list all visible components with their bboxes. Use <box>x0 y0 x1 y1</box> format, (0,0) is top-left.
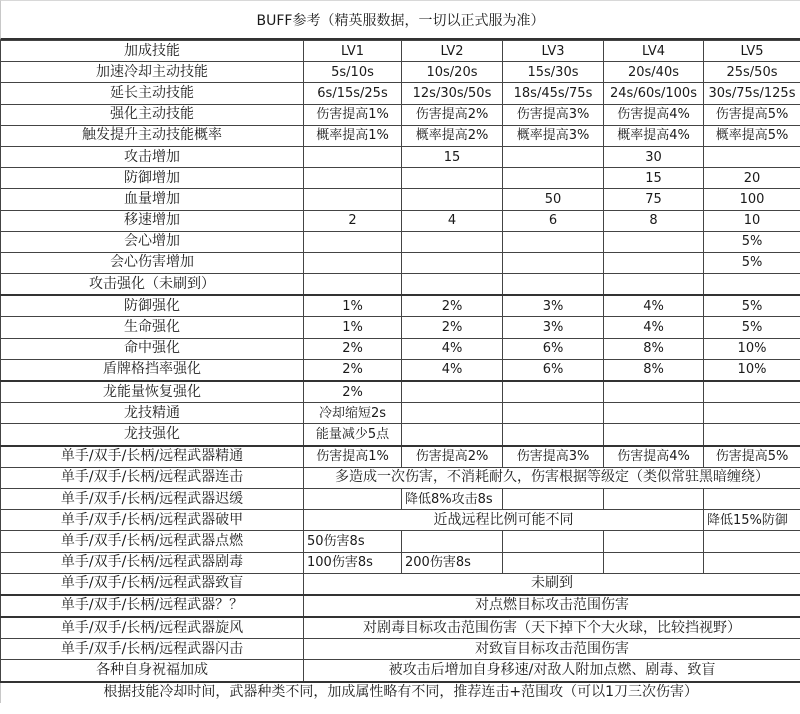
value-cell-lv4: 15 <box>604 168 704 189</box>
value-cell-lv2: 12s/30s/50s <box>402 83 503 104</box>
row-label: 龙技强化 <box>1 424 304 446</box>
value-cell-lv5: 5% <box>704 295 800 317</box>
value-cell-lv2: 2% <box>402 317 503 338</box>
table-row <box>1 83 800 104</box>
value-cell-lv4: 8% <box>604 359 704 381</box>
row-label: 龙能量恢复强化 <box>1 381 304 403</box>
value-cell-lv4: 概率提高4% <box>604 125 704 146</box>
value-cell-lv1: 伤害提高1% <box>304 104 402 125</box>
row-label: 各种自身祝福加成 <box>1 660 304 682</box>
value-cell-lv3: 6% <box>503 359 604 381</box>
value-cell-lv3: 18s/45s/75s <box>503 83 604 104</box>
row-label: 攻击强化（未刷到） <box>1 274 304 296</box>
row-label: 防御强化 <box>1 295 304 317</box>
value-cell-lv2: 200伤害8s <box>402 552 503 573</box>
row-label: 单手/双手/长柄/远程武器迟缓 <box>1 488 304 509</box>
row-label: 攻击增加 <box>1 146 304 167</box>
value-cell-lv5 <box>704 552 800 573</box>
row-label: 防御增加 <box>1 168 304 189</box>
merged-value-cell: 对剧毒目标攻击范围伤害（天下掉下个大火球，比较挡视野） <box>304 617 800 639</box>
value-cell-lv3 <box>503 424 604 446</box>
value-cell-lv5: 5% <box>704 317 800 338</box>
value-cell-lv5: 25s/50s <box>704 62 800 83</box>
value-cell-lv2 <box>402 424 503 446</box>
value-cell-lv1: 2% <box>304 338 402 359</box>
value-cell-lv3 <box>503 381 604 403</box>
value-cell-lv1 <box>304 488 402 509</box>
value-cell-lv2 <box>402 381 503 403</box>
value-cell-lv3 <box>503 274 604 296</box>
table-row <box>1 104 800 125</box>
value-cell-lv4: 伤害提高4% <box>604 446 704 468</box>
value-cell-lv2: 4 <box>402 210 503 231</box>
value-cell-lv3: 3% <box>503 317 604 338</box>
row-label: 会心增加 <box>1 231 304 252</box>
row-label: 加速冷却主动技能 <box>1 62 304 83</box>
header-cell: LV1 <box>304 41 402 62</box>
value-cell-lv3 <box>503 252 604 273</box>
value-cell-lv2 <box>402 168 503 189</box>
row-label: 单手/双手/长柄/远程武器剧毒 <box>1 552 304 573</box>
value-cell-lv1: 2% <box>304 381 402 403</box>
row-label: 命中强化 <box>1 338 304 359</box>
value-cell-lv4: 24s/60s/100s <box>604 83 704 104</box>
table-row <box>1 125 800 146</box>
value-cell-lv5 <box>704 531 800 552</box>
table-row <box>1 252 800 273</box>
value-cell-lv4 <box>604 531 704 552</box>
table-row <box>1 617 800 639</box>
value-cell-lv1: 2% <box>304 359 402 381</box>
value-cell-lv3: 6 <box>503 210 604 231</box>
table-row <box>1 146 800 167</box>
table-row <box>1 488 800 509</box>
value-cell-lv4 <box>604 552 704 573</box>
value-cell-lv4: 4% <box>604 317 704 338</box>
value-cell-lv5: 概率提高5% <box>704 125 800 146</box>
table-row <box>1 467 800 488</box>
value-cell-lv3 <box>503 146 604 167</box>
value-cell-lv2: 2% <box>402 295 503 317</box>
row-label: 单手/双手/长柄/远程武器连击 <box>1 467 304 488</box>
value-cell-lv2 <box>402 252 503 273</box>
value-cell-lv2: 伤害提高2% <box>402 104 503 125</box>
row-label: 盾牌格挡率强化 <box>1 359 304 381</box>
header-cell: 加成技能 <box>1 41 304 62</box>
value-cell-lv5: 10% <box>704 359 800 381</box>
row-label: 单手/双手/长柄/远程武器精通 <box>1 446 304 468</box>
value-cell-lv5 <box>704 424 800 446</box>
table-row <box>1 446 800 468</box>
value-cell-lv5 <box>704 403 800 424</box>
footer-row <box>1 682 800 703</box>
header-cell: LV5 <box>704 41 800 62</box>
table-row <box>1 295 800 317</box>
value-cell-lv4 <box>604 231 704 252</box>
merged-value-cell: 对致盲目标攻击范围伤害 <box>304 639 800 660</box>
value-cell-lv1 <box>304 189 402 210</box>
value-cell-lv3: 50 <box>503 189 604 210</box>
value-cell-lv2: 伤害提高2% <box>402 446 503 468</box>
value-cell-lv3 <box>503 231 604 252</box>
value-cell-lv5 <box>704 488 800 509</box>
table-row <box>1 531 800 552</box>
row-label: 血量增加 <box>1 189 304 210</box>
value-cell-lv3: 6% <box>503 338 604 359</box>
row-label: 单手/双手/长柄/远程武器致盲 <box>1 573 304 595</box>
value-cell-lv1: 6s/15s/25s <box>304 83 402 104</box>
table-row <box>1 510 800 531</box>
header-cell: LV4 <box>604 41 704 62</box>
value-cell-lv5: 5% <box>704 231 800 252</box>
value-cell-lv1 <box>304 168 402 189</box>
value-cell-lv4 <box>604 274 704 296</box>
value-cell-lv1: 伤害提高1% <box>304 446 402 468</box>
value-cell-lv2: 4% <box>402 338 503 359</box>
value-cell-lv4: 30 <box>604 146 704 167</box>
table-row <box>1 660 800 682</box>
value-cell-lv1 <box>304 146 402 167</box>
value-cell-lv1: 冷却缩短2s <box>304 403 402 424</box>
table-row <box>1 424 800 446</box>
value-cell-lv1 <box>304 231 402 252</box>
value-cell-lv3 <box>503 552 604 573</box>
table-row <box>1 573 800 595</box>
value-cell-lv4: 75 <box>604 189 704 210</box>
table-row <box>1 639 800 660</box>
value-cell-lv2: 15 <box>402 146 503 167</box>
value-cell-lv1: 1% <box>304 295 402 317</box>
value-cell-lv1: 50伤害8s <box>304 531 402 552</box>
table-row <box>1 338 800 359</box>
value-cell-lv2: 4% <box>402 359 503 381</box>
sheet-title: BUFF参考（精英服数据，一切以正式服为准） <box>0 0 800 40</box>
merged-value-cell: 被攻击后增加自身移速/对敌人附加点燃、剧毒、致盲 <box>304 660 800 682</box>
row-label: 生命强化 <box>1 317 304 338</box>
value-cell-lv1: 2 <box>304 210 402 231</box>
row-label: 触发提升主动技能概率 <box>1 125 304 146</box>
row-label: 单手/双手/长柄/远程武器闪击 <box>1 639 304 660</box>
value-cell-lv5: 伤害提高5% <box>704 446 800 468</box>
value-cell-lv5: 降低15%防御 <box>704 510 800 531</box>
table-row <box>1 359 800 381</box>
table-row <box>1 189 800 210</box>
value-cell-lv1: 1% <box>304 317 402 338</box>
value-cell-lv3: 15s/30s <box>503 62 604 83</box>
table-row <box>1 595 800 617</box>
value-cell-lv5 <box>704 274 800 296</box>
table-row <box>1 62 800 83</box>
value-cell-lv3 <box>503 531 604 552</box>
table-row <box>1 168 800 189</box>
row-label: 单手/双手/长柄/远程武器旋风 <box>1 617 304 639</box>
table-row <box>1 317 800 338</box>
value-cell-lv5: 伤害提高5% <box>704 104 800 125</box>
header-cell: LV3 <box>503 41 604 62</box>
value-cell-lv2 <box>402 403 503 424</box>
table-row <box>1 210 800 231</box>
merged-value-cell: 多造成一次伤害，不消耗耐久，伤害根据等级定（类似常驻黑暗缠绕） <box>304 467 800 488</box>
table-row <box>1 381 800 403</box>
row-label: 强化主动技能 <box>1 104 304 125</box>
buff-table <box>0 40 800 703</box>
value-cell-lv1 <box>304 252 402 273</box>
footer-note: 根据技能冷却时间，武器种类不同，加成属性略有不同，推荐连击+范围攻（可以1刀三次伤害） <box>1 682 800 703</box>
value-cell-lv4 <box>604 381 704 403</box>
value-cell-lv4 <box>604 252 704 273</box>
value-cell-lv1: 5s/10s <box>304 62 402 83</box>
table-row <box>1 231 800 252</box>
row-label: 龙技精通 <box>1 403 304 424</box>
row-label: 延长主动技能 <box>1 83 304 104</box>
row-label: 移速增加 <box>1 210 304 231</box>
value-cell-lv4: 4% <box>604 295 704 317</box>
value-cell-lv1: 概率提高1% <box>304 125 402 146</box>
value-cell-lv3 <box>503 168 604 189</box>
value-cell-lv4: 8% <box>604 338 704 359</box>
value-cell-lv2 <box>402 274 503 296</box>
value-cell-lv2: 10s/20s <box>402 62 503 83</box>
value-cell-lv5: 10 <box>704 210 800 231</box>
value-cell-lv4 <box>604 488 704 509</box>
value-cell-lv5: 100 <box>704 189 800 210</box>
value-cell-lv5: 10% <box>704 338 800 359</box>
value-cell-lv2: 降低8%攻击8s <box>402 488 503 509</box>
value-cell-lv5: 20 <box>704 168 800 189</box>
table-row <box>1 274 800 296</box>
value-cell-lv3: 概率提高3% <box>503 125 604 146</box>
table-row <box>1 403 800 424</box>
value-cell-lv3: 3% <box>503 295 604 317</box>
value-cell-lv2 <box>402 231 503 252</box>
merged-value-cell: 近战远程比例可能不同 <box>304 510 704 531</box>
value-cell-lv5: 5% <box>704 252 800 273</box>
merged-value-cell: 对点燃目标攻击范围伤害 <box>304 595 800 617</box>
value-cell-lv1 <box>304 274 402 296</box>
value-cell-lv4 <box>604 424 704 446</box>
value-cell-lv3 <box>503 403 604 424</box>
value-cell-lv3: 伤害提高3% <box>503 446 604 468</box>
value-cell-lv5 <box>704 146 800 167</box>
row-label: 单手/双手/长柄/远程武器点燃 <box>1 531 304 552</box>
value-cell-lv3: 伤害提高3% <box>503 104 604 125</box>
merged-value-cell: 未刷到 <box>304 573 800 595</box>
value-cell-lv4: 伤害提高4% <box>604 104 704 125</box>
value-cell-lv1: 能量减少5点 <box>304 424 402 446</box>
value-cell-lv1: 100伤害8s <box>304 552 402 573</box>
value-cell-lv4: 20s/40s <box>604 62 704 83</box>
value-cell-lv2: 概率提高2% <box>402 125 503 146</box>
value-cell-lv5: 30s/75s/125s <box>704 83 800 104</box>
value-cell-lv4: 8 <box>604 210 704 231</box>
row-label: 会心伤害增加 <box>1 252 304 273</box>
row-label: 单手/双手/长柄/远程武器？？ <box>1 595 304 617</box>
value-cell-lv3 <box>503 488 604 509</box>
value-cell-lv2 <box>402 189 503 210</box>
value-cell-lv2 <box>402 531 503 552</box>
value-cell-lv5 <box>704 381 800 403</box>
header-row <box>1 41 800 62</box>
value-cell-lv4 <box>604 403 704 424</box>
row-label: 单手/双手/长柄/远程武器破甲 <box>1 510 304 531</box>
header-cell: LV2 <box>402 41 503 62</box>
table-row <box>1 552 800 573</box>
